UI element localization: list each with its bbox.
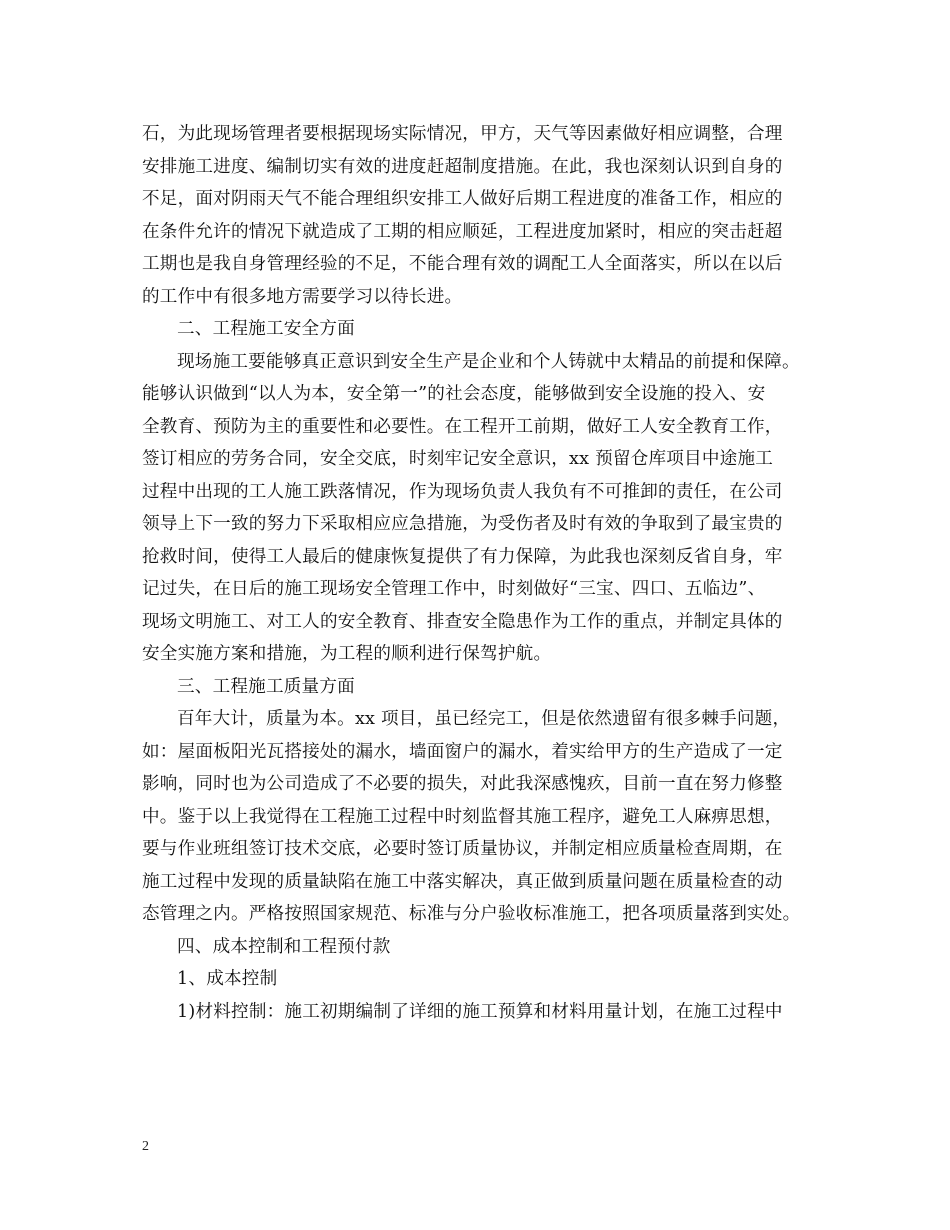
text-line: 的工作中有很多地方需要学习以待长进。: [142, 286, 463, 307]
text-line: 态管理之内。严格按照国家规范、标准与分户验收标准施工，把各项质量落到实处。: [142, 904, 801, 924]
text-line: 领导上下一致的努力下采取相应应急措施，为受伤者及时有效的争取到了最宝贵的: [142, 514, 783, 534]
text-line: 过程中出现的工人施工跌落情况，作为现场负责人我负有不可推卸的责任，在公司: [142, 481, 783, 502]
text-line: 工期也是我自身管理经验的不足，不能合理有效的调配工人全面落实，所以在以后: [142, 254, 783, 274]
text-line: 1、成本控制: [177, 969, 278, 989]
text-line: 安排施工进度、编制切实有效的进度赶超制度措施。在此，我也深刻认识到自身的: [142, 156, 783, 177]
text-line: 安全实施方案和措施，为工程的顺利进行保驾护航。: [142, 644, 552, 664]
text-line: 全教育、预防为主的重要性和必要性。在工程开工前期，做好工人安全教育工作，: [142, 416, 783, 437]
body-text: [142, 118, 822, 1028]
text-line: 能够认识做到“以人为本，安全第一”的社会态度，能够做到安全设施的投入、安: [142, 384, 766, 404]
text-line: 现场施工要能够真正意识到安全生产是企业和个人铸就中太精品的前提和保障。: [177, 351, 800, 372]
text-line: 二、工程施工安全方面: [177, 319, 355, 339]
text-line: 不足，面对阴雨天气不能合理组织安排工人做好后期工程进度的准备工作，相应的: [142, 189, 783, 209]
text-line: 1)材料控制：施工初期编制了详细的施工预算和材料用量计划，在施工过程中: [177, 1001, 783, 1022]
text-line: 如：屋面板阳光瓦搭接处的漏水，墙面窗户的漏水，着实给甲方的生产造成了一定: [142, 741, 783, 762]
text-line: 现场文明施工、对工人的安全教育、排查安全隐患作为工作的重点，并制定具体的: [142, 611, 783, 632]
text-line: 签订相应的劳务合同，安全交底，时刻牢记安全意识，xx 预留仓库项目中途施工: [142, 449, 774, 469]
text-line: 三、工程施工质量方面: [177, 676, 355, 697]
text-line: 施工过程中发现的质量缺陷在施工中落实解决，真正做到质量问题在质量检查的动: [142, 871, 783, 892]
text-line: 石，为此现场管理者要根据现场实际情况，甲方，天气等因素做好相应调整，合理: [142, 124, 783, 144]
text-line: 在条件允许的情况下就造成了工期的相应顺延，工程进度加紧时，相应的突击赶超: [142, 221, 783, 242]
page-number: 2: [142, 1139, 149, 1154]
text-line: 四、成本控制和工程预付款: [177, 936, 391, 957]
text-line: 抢救时间，使得工人最后的健康恢复提供了有力保障，为此我也深刻反省自身，牢: [142, 546, 783, 567]
text-line: 百年大计，质量为本。xx 项目，虽已经完工，但是依然遗留有很多棘手问题，: [177, 709, 791, 729]
text-line: 中。鉴于以上我觉得在工程施工过程中时刻监督其施工程序，避免工人麻痹思想，: [142, 806, 783, 827]
text-line: 影响，同时也为公司造成了不必要的损失，对此我深感愧疚，目前一直在努力修整: [142, 774, 783, 794]
text-line: 要与作业班组签订技术交底，必要时签订质量协议，并制定相应质量检查周期，在: [142, 839, 783, 859]
text-line: 记过失，在日后的施工现场安全管理工作中，时刻做好“三宝、四口、五临边”、: [142, 579, 766, 599]
